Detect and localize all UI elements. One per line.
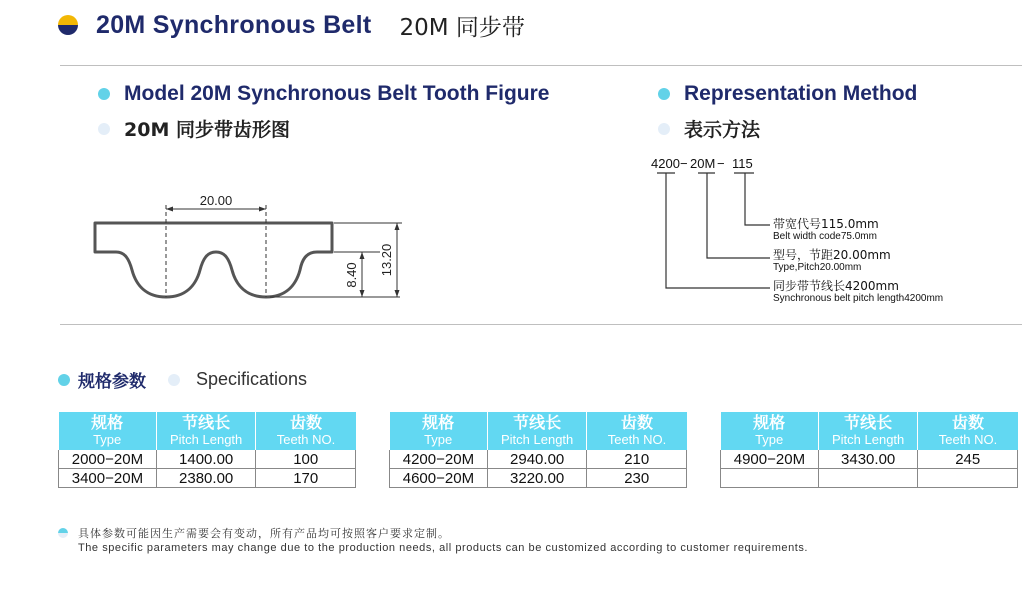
cell-teeth: 100 — [256, 450, 356, 469]
total-height-label: 13.20 — [379, 243, 394, 277]
table-row — [59, 450, 356, 469]
leader-length — [666, 173, 770, 288]
cell-type: 3400−20M — [59, 469, 157, 488]
bullet-icon — [98, 123, 110, 135]
page-title: 20M Synchronous Belt — [96, 10, 372, 39]
cell-type: 4900−20M — [721, 450, 819, 469]
length-label-en: Synchronous belt pitch length4200mm — [773, 293, 944, 304]
table-row — [390, 450, 687, 469]
leader-type — [707, 173, 770, 258]
bullet-icon — [658, 88, 670, 100]
cell-teeth: 170 — [256, 469, 356, 488]
representation-title: Representation Method — [684, 82, 918, 105]
divider-top — [60, 65, 1022, 66]
table-header-row — [59, 412, 356, 450]
table-header-row — [721, 412, 1018, 450]
belt-profile — [95, 223, 332, 297]
bullet-icon — [168, 374, 180, 386]
specs-title-en: Specifications — [196, 369, 308, 389]
tooth-profile-figure — [80, 185, 420, 310]
table-row — [59, 469, 356, 488]
col-header-teeth: 齿数 Teeth NO. — [256, 412, 356, 450]
code-length: 4200 — [651, 156, 680, 171]
width-label-cn: 带宽代号115.0mm — [773, 217, 879, 231]
footnote — [58, 525, 808, 554]
cell-type: 4600−20M — [390, 469, 488, 488]
cell-pitch: 3220.00 — [487, 469, 587, 488]
cell-teeth — [918, 469, 1018, 488]
width-label-en: Belt width code75.0mm — [773, 231, 877, 242]
table-row — [721, 469, 1018, 488]
spec-table-3 — [720, 412, 1018, 488]
specs-heading — [58, 367, 307, 392]
spec-table-1 — [58, 412, 356, 488]
note-bullet-icon — [58, 528, 68, 538]
footnote-en: The specific parameters may change due to the production needs, all products can be customized according to customer requirements. — [78, 542, 809, 554]
code-model: 20M — [690, 156, 716, 171]
col-header-type: 规格 Type — [721, 412, 819, 450]
divider-middle — [60, 324, 1022, 325]
cell-teeth: 245 — [918, 450, 1018, 469]
cell-teeth: 230 — [587, 469, 687, 488]
title-dot-icon — [58, 15, 78, 35]
type-label-cn: 型号，节距20.00mm — [773, 248, 891, 262]
length-label-cn: 同步带节线长4200mm — [773, 279, 899, 293]
bullet-icon — [58, 374, 70, 386]
table-row — [390, 469, 687, 488]
col-header-teeth: 齿数 Teeth NO. — [587, 412, 687, 450]
representation-title-cn: 表示方法 — [684, 119, 761, 141]
bullet-icon — [98, 88, 110, 100]
col-header-pitch: 节线长 Pitch Length — [487, 412, 587, 450]
representation-heading-cn — [658, 115, 760, 142]
col-header-type: 规格 Type — [59, 412, 157, 450]
cell-pitch: 1400.00 — [156, 450, 256, 469]
svg-text:−: − — [680, 156, 688, 171]
representation-diagram — [640, 150, 970, 310]
table-row — [721, 450, 1018, 469]
cell-pitch: 3430.00 — [818, 450, 918, 469]
col-header-pitch: 节线长 Pitch Length — [156, 412, 256, 450]
cell-pitch: 2940.00 — [487, 450, 587, 469]
tooth-height-label: 8.40 — [344, 262, 359, 288]
page-title-cn: 20M 同步带 — [399, 14, 525, 41]
col-header-type: 规格 Type — [390, 412, 488, 450]
specs-title-cn: 规格参数 — [78, 372, 146, 392]
tooth-section-title-cn: 20M 同步带齿形图 — [124, 119, 290, 141]
col-header-pitch: 节线长 Pitch Length — [818, 412, 918, 450]
bullet-icon — [658, 123, 670, 135]
leader-width — [745, 173, 770, 225]
svg-text:−: − — [717, 156, 725, 171]
footnote-cn: 具体参数可能因生产需要会有变动，所有产品均可按照客户要求定制。 — [78, 527, 450, 540]
cell-teeth: 210 — [587, 450, 687, 469]
col-header-teeth: 齿数 Teeth NO. — [918, 412, 1018, 450]
representation-heading — [658, 82, 917, 106]
pitch-dim-label: 20.00 — [199, 193, 233, 208]
tooth-section-title: Model 20M Synchronous Belt Tooth Figure — [124, 82, 550, 105]
code-width: 115 — [732, 156, 753, 171]
cell-pitch — [818, 469, 918, 488]
cell-type — [721, 469, 819, 488]
spec-table-2 — [389, 412, 687, 488]
table-header-row — [390, 412, 687, 450]
tooth-section-heading — [98, 82, 549, 106]
tooth-section-heading-cn — [98, 115, 290, 142]
cell-pitch: 2380.00 — [156, 469, 256, 488]
type-label-en: Type,Pitch20.00mm — [773, 262, 862, 273]
cell-type: 2000−20M — [59, 450, 157, 469]
page-header — [58, 8, 525, 42]
cell-type: 4200−20M — [390, 450, 488, 469]
